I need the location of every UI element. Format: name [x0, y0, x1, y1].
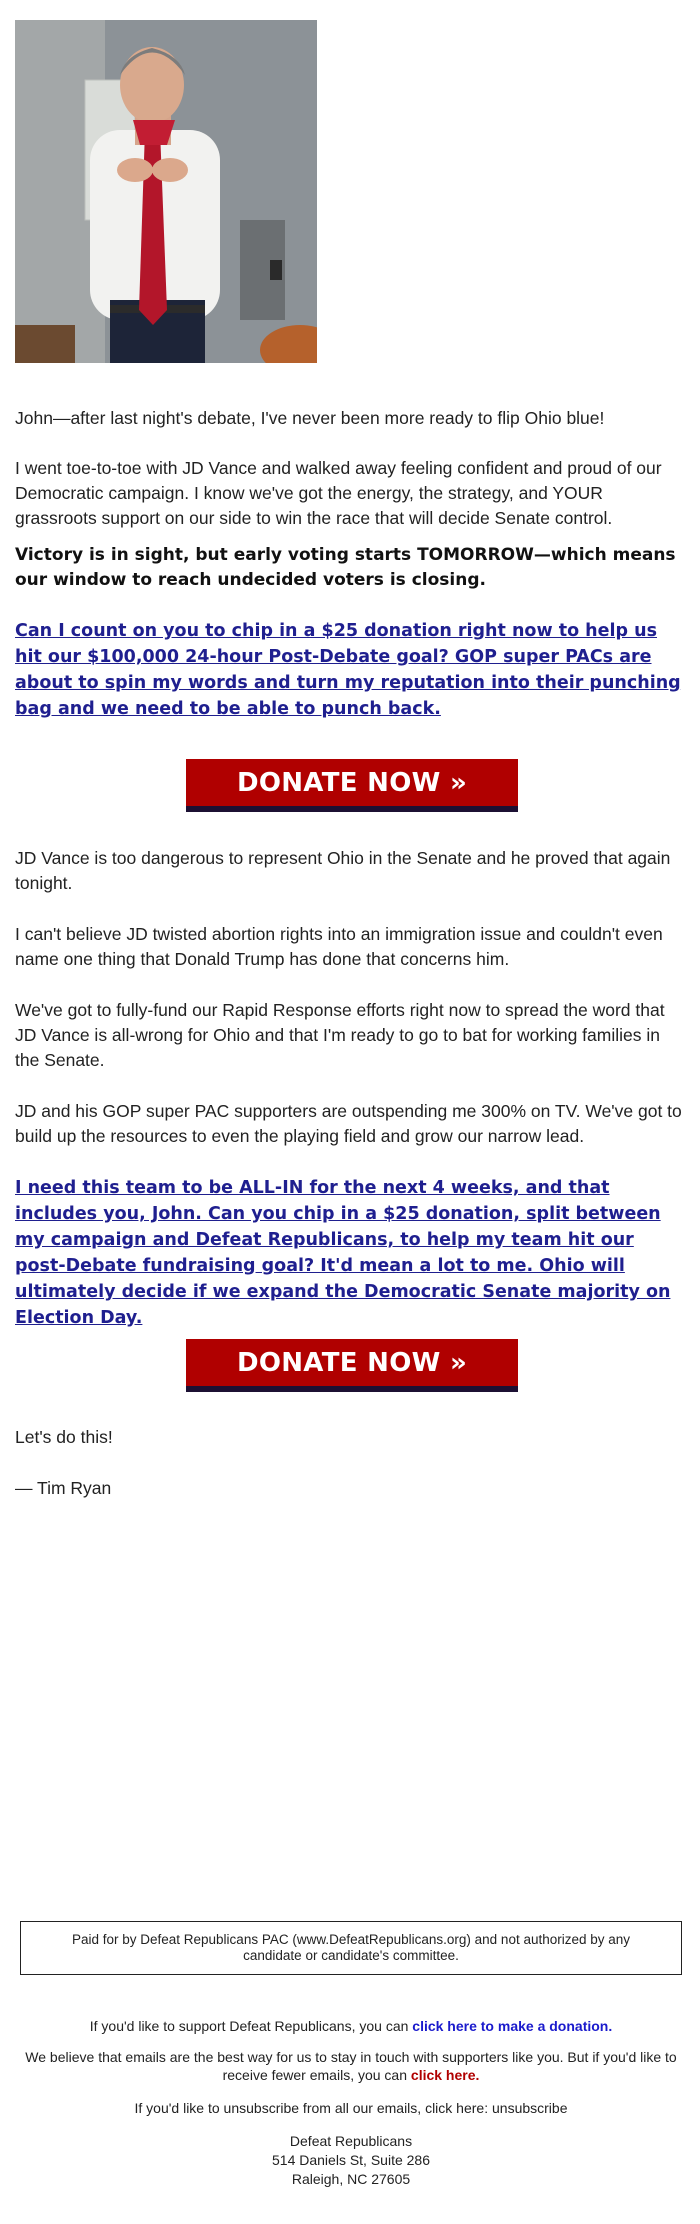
signature: — Tim Ryan	[15, 1478, 112, 1498]
paragraph-abortion: I can't believe JD twisted abortion rights into an immigration issue and couldn't even name one thing that Donald Trump has done that concerns him.	[15, 924, 663, 969]
footer-support-line	[20, 2017, 682, 2035]
make-donation-link[interactable]: click here to make a donation.	[412, 2018, 613, 2034]
paid-for-disclaimer: Paid for by Defeat Republicans PAC (www.DefeatRepublicans.org) and not authorized by any candidate or candidate's committee.	[20, 1921, 682, 1975]
paragraph-vance-dangerous: JD Vance is too dangerous to represent Ohio in the Senate and he proved that again tonight.	[15, 848, 671, 893]
donate-now-button-1[interactable]: DONATE NOW »	[186, 759, 518, 812]
fewer-emails-link[interactable]: click here.	[410, 2067, 480, 2083]
donate-now-button-2[interactable]: DONATE NOW »	[186, 1339, 518, 1392]
donation-ask-link-1[interactable]: Can I count on you to chip in a $25 donation right now to help us hit our $100,000 24-hour Post-Debate goal? GOP super PACs are about to spin my words and turn my reputation into their punching bag and we need to be able to punch back.	[15, 621, 681, 719]
closing-text: Let's do this!	[15, 1427, 113, 1447]
paragraph-debate: I went toe-to-toe with JD Vance and walked away feeling confident and proud of our Democratic campaign. I know we've got the energy, the strategy, and YOUR grassroots support on our side to win the race that will decide Senate control.	[15, 458, 662, 528]
footer-fewer-text: We believe that emails are the best way for us to stay in touch with supporters like you. But if you'd like to receive fewer emails, you can	[25, 2049, 677, 2083]
footer-support-text: If you'd like to support Defeat Republicans, you can	[89, 2018, 413, 2034]
hero-photo	[15, 20, 317, 363]
footer-fewer-emails-line	[20, 2048, 682, 2084]
footer-org-name: Defeat Republicans	[289, 2133, 413, 2149]
donation-ask-link-2[interactable]: I need this team to be ALL-IN for the next 4 weeks, and that includes you, John. Can you chip in a $25 donation, split between my campaign and Defeat Republicans, to help my team hit our post-Debate fundraising goal? It'd mean a lot to me. Ohio will ultimately decide if we expand the Democratic Senate majority on Election Day.	[15, 1178, 671, 1328]
hero-photo-illustration	[15, 20, 317, 363]
footer-address-line-1: 514 Daniels St, Suite 286	[272, 2152, 430, 2168]
paragraph-victory: Victory is in sight, but early voting starts TOMORROW—which means our window to reach undecided voters is closing.	[15, 545, 676, 590]
paragraph-outspending: JD and his GOP super PAC supporters are outspending me 300% on TV. We've got to build up the resources to even the playing field and grow our narrow lead.	[15, 1101, 682, 1146]
footer-unsubscribe-line	[20, 2099, 682, 2117]
footer-unsubscribe-text: If you'd like to unsubscribe from all our emails, click here:	[134, 2100, 492, 2116]
unsubscribe-link[interactable]: unsubscribe	[492, 2100, 568, 2116]
intro-text: John—after last night's debate, I've never been more ready to flip Ohio blue!	[15, 408, 605, 428]
footer-address-line-2: Raleigh, NC 27605	[291, 2171, 411, 2187]
paragraph-rapid-response: We've got to fully-fund our Rapid Response efforts right now to spread the word that JD Vance is all-wrong for Ohio and that I'm ready to go to bat for working families in the Senate.	[15, 1000, 665, 1070]
